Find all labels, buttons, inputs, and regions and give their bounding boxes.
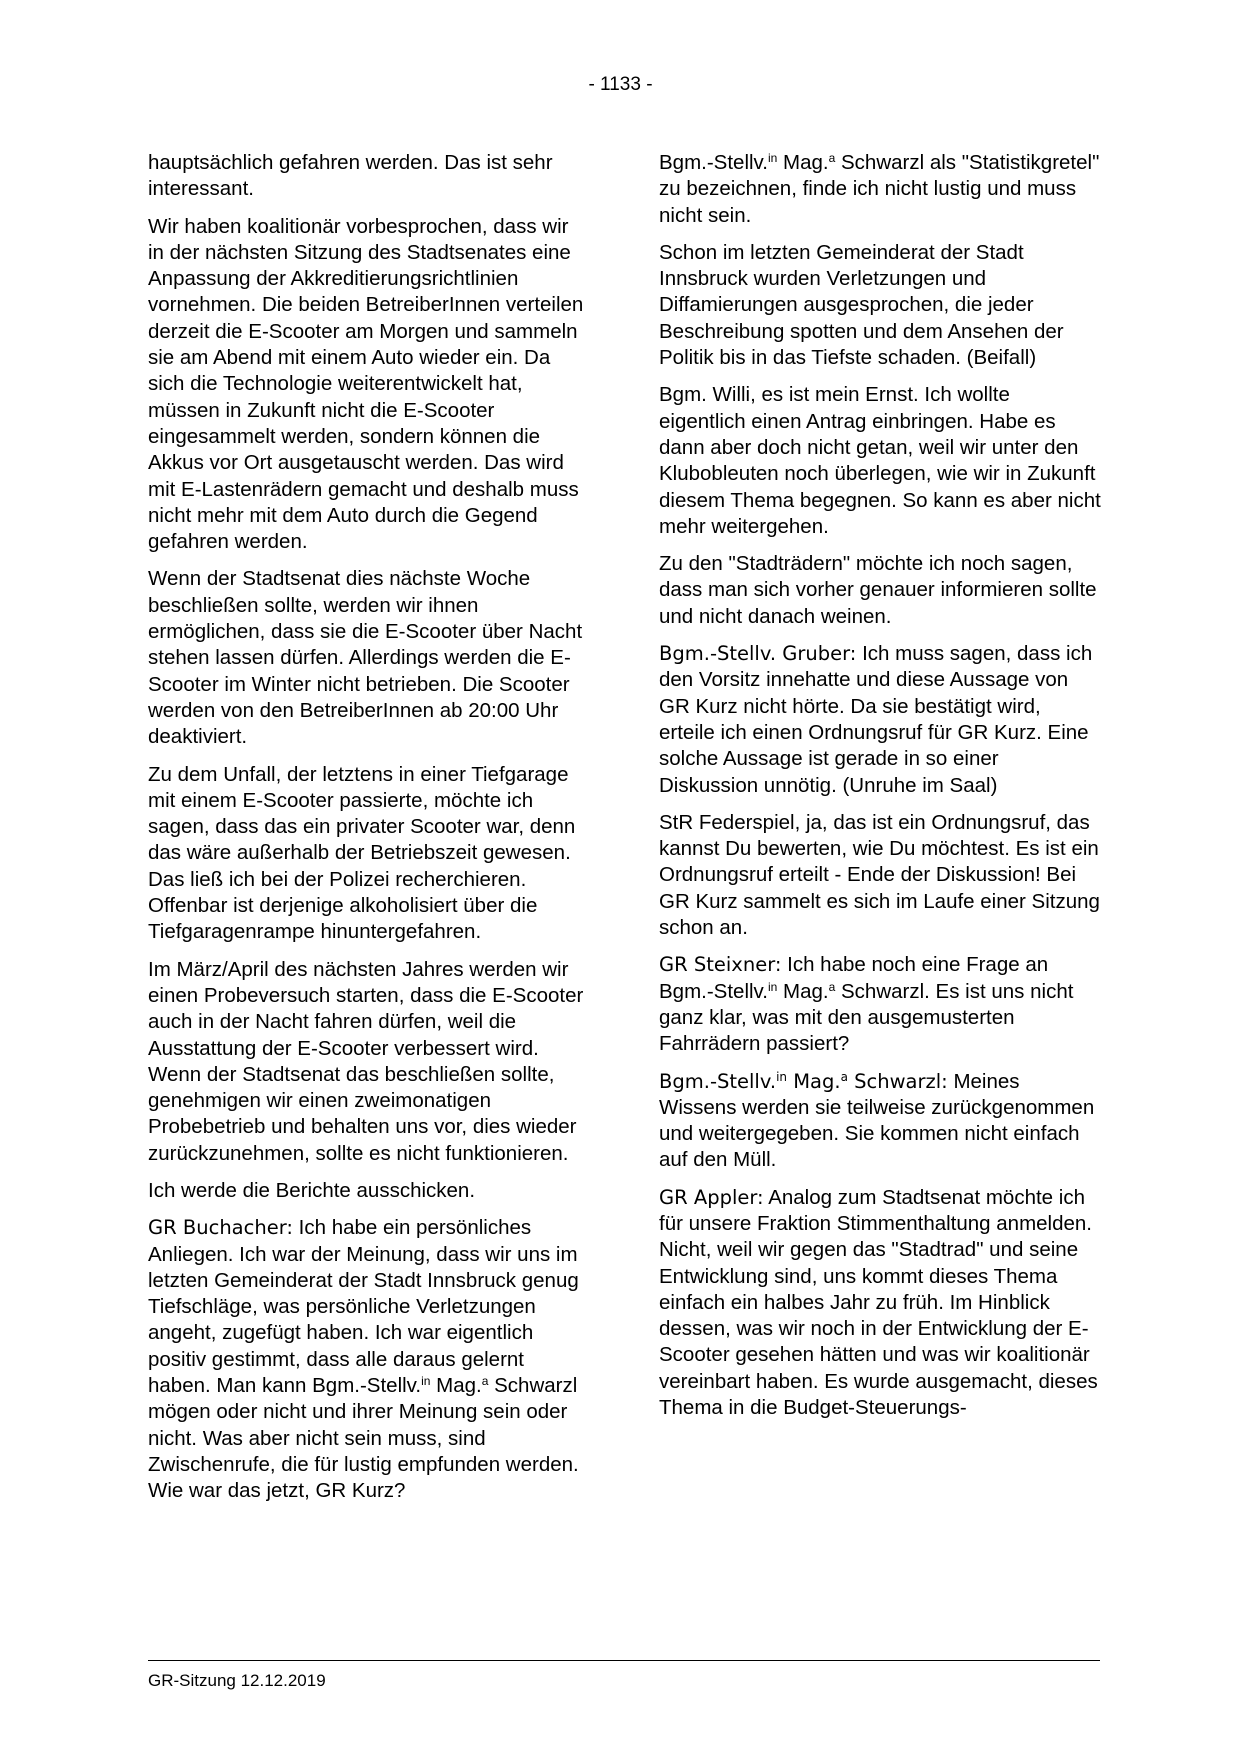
paragraph-text: Schwarzl als "Statistikgretel" zu bezeichnen, finde ich nicht lustig und muss nicht sein. [659,151,1100,227]
speaker-name-part: Schwarzl: [847,1069,948,1093]
paragraph: Wenn der Stadtsenat dies nächste Woche beschließen sollte, werden wir ihnen ermöglichen, dass sie die E-Scooter über Nacht stehen lassen dürfen. Allerdings werden die E-Scooter im Winter nicht betrieben. Die Scooter werden von den BetreiberInnen ab 20:00 Uhr deaktiviert. [148,567,583,749]
speech-text: Mag. [777,979,829,1003]
speech-text: Schwarzl. Es ist uns nicht ganz klar, was mit den ausgemusterten Fahrrädern passiert? [659,979,1074,1056]
superscript: in [767,979,778,994]
speaker-name: Bgm.-Stellv. Gruber: [659,642,857,666]
paragraph: hauptsächlich gefahren werden. Das ist sehr interessant. [148,151,553,201]
speech-text: Meines Wissens werden sie teilweise zurückgenommen und weitergegeben. Sie kommen nicht einfach auf den Müll. [659,1069,1095,1172]
speaker-name-part: Bgm.-Stellv. [659,1069,777,1093]
paragraph: Schon im letzten Gemeinderat der Stadt Innsbruck wurden Verletzungen und Diffamierungen ausgesprochen, die jeder Beschreibung spotten und dem Ansehen der Politik bis in das Tiefste schaden. (Beifall) [659,240,1064,370]
speaker-name: GR Buchacher: [148,1216,293,1240]
superscript: a [828,151,836,165]
speaker-name: GR Steixner: [659,953,782,977]
paragraph: StR Federspiel, ja, das ist ein Ordnungsruf, das kannst Du bewerten, wie Du möchtest. Es ist ein Ordnungsruf erteilt - Ende der Diskussion! Bei GR Kurz sammelt es sich im Laufe einer Sitzung schon an. [659,810,1100,940]
speech-text: Ich habe noch eine Frage an Bgm.-Stellv. [659,953,1049,1003]
speech-text: Schwarzl mögen oder nicht und ihrer Meinung sein oder nicht. Was aber nicht sein muss, sind Zwischenrufe, die für lustig empfunden werden. Wie war das jetzt, GR Kurz? [148,1374,579,1503]
paragraph: Zu dem Unfall, der letztens in einer Tiefgarage mit einem E-Scooter passierte, möchte ich sagen, dass das ein privater Scooter war, denn das wäre außerhalb der Betriebszeit gewesen. Das ließ ich bei der Polizei recherchieren. Offenbar ist derjenige alkoholisiert über die Tiefgaragenrampe hinuntergefahren. [148,762,576,944]
page-number: - 1133 - [588,74,653,95]
paragraph: Zu den "Stadträdern" möchte ich noch sagen, dass man sich vorher genauer informieren sollte und nicht danach weinen. [659,552,1097,628]
superscript: a [828,979,836,994]
left-column [148,150,586,1516]
speech-paragraph [659,641,1101,799]
speech-paragraph [659,1185,1101,1422]
paragraph: Wir haben koalitionär vorbesprochen, dass wir in der nächsten Sitzung des Stadtsenates eine Anpassung der Akkreditierungsrichtlinien vornehmen. Die beiden BetreiberInnen verteilen derzeit die E-Scooter am Morgen und sammeln sie am Abend mit einem Auto wieder ein. Da sich die Technologie weiterentwickelt hat, müssen in Zukunft nicht die E-Scooter eingesammelt werden, sondern können die Akkus vor Ort ausgetauscht werden. Das wird mit E-Lastenrädern gemacht und deshalb muss nicht mehr mit dem Auto durch die Gegend gefahren werden. [148,214,584,554]
paragraph: Ich werde die Berichte ausschicken. [148,1178,476,1202]
speaker-name [659,1070,948,1093]
speech-text: Ich muss sagen, dass ich den Vorsitz innehatte und diese Aussage von GR Kurz nicht hörte. Da sie bestätigt wird, erteile ich einen Ordnungsruf für GR Kurz. Eine solche Aussage ist gerade in so einer Diskussion unnötig. (Unruhe im Saal) [659,642,1093,797]
paragraph: Bgm. Willi, es ist mein Ernst. Ich wollte eigentlich einen Antrag einbringen. Habe es dann aber doch nicht getan, weil wir unter den Klubobleuten noch überlegen, wie wir in Zukunft diesem Thema begegnen. So kann es aber nicht mehr weitergehen. [659,383,1101,538]
paragraph: Im März/April des nächsten Jahres werden wir einen Probeversuch starten, dass die E-Scooter auch in der Nacht fahren dürfen, weil die Ausstattung der E-Scooter verbessert wird. Wenn der Stadtsenat das beschließen sollte, genehmigen wir einen zweimonatigen Probebetrieb und behalten uns vor, dies wieder zurückzunehmen, sollte es nicht funktionieren. [148,957,584,1165]
speech-text: Ich habe ein persönliches Anliegen. Ich war der Meinung, dass wir uns im letzten Gemeinderat der Stadt Innsbruck genug Tiefschläge, was persönliche Verletzungen angeht, zugefügt haben. Ich war eigentlich positiv gestimmt, dass alle daraus gelernt haben. Man kann Bgm.-Stellv. [148,1216,579,1398]
paragraph-text: Mag. [777,151,829,174]
footer-divider [148,1660,1100,1661]
superscript: in [776,1069,788,1084]
speech-text: Mag. [430,1374,482,1398]
speech-paragraph [659,952,1101,1057]
superscript: a [840,1069,848,1084]
superscript: in [767,151,778,165]
speech-text: Analog zum Stadtsenat möchte ich für unsere Fraktion Stimmenthaltung anmelden. Nicht, weil wir gegen das "Stadtrad" und seine Entwicklung sind, uns kommt dieses Thema einfach ein halbes Jahr zu früh. Im Hinblick dessen, was wir noch in der Entwicklung der E-Scooter gesehen hätten und was wir koalitionär vereinbart haben. Es wurde ausgemacht, dieses Thema in die Budget-Steuerungs- [659,1185,1098,1420]
paragraph [659,150,1101,229]
speech-paragraph [659,1069,1101,1174]
speaker-name: GR Appler: [659,1185,764,1209]
footer-session-date: GR-Sitzung 12.12.2019 [148,1671,326,1690]
speaker-name-part: Mag. [787,1069,841,1093]
superscript: in [421,1374,431,1389]
speech-paragraph [148,1215,586,1504]
superscript: a [481,1374,489,1389]
paragraph-text: Bgm.-Stellv. [659,151,768,174]
right-column [659,150,1101,1432]
